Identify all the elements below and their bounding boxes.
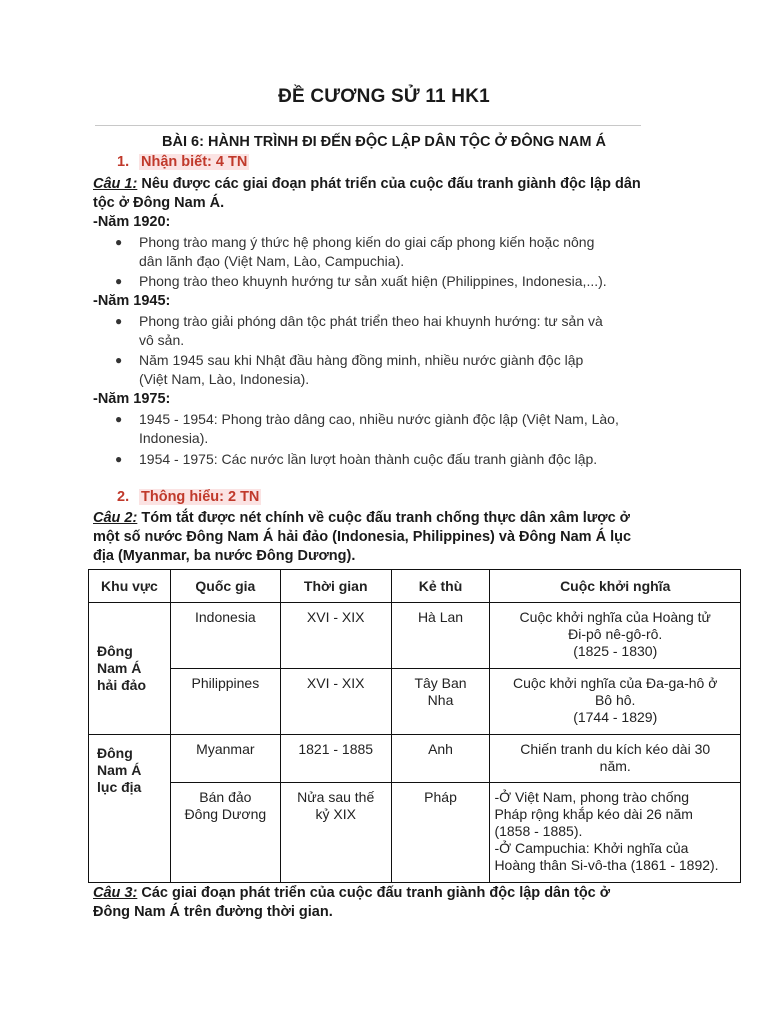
region-cell-island	[89, 603, 171, 735]
uprising-line: (1825 - 1830)	[573, 643, 658, 659]
question-3-label: Câu 3:	[93, 885, 138, 901]
table-header-cell: Kẻ thù	[391, 570, 490, 603]
question-3-text-line2: Đông Nam Á trên đường thời gian.	[93, 904, 333, 920]
section-2-heading	[117, 489, 261, 505]
list-item-text: 1945 - 1954: Phong trào dâng cao, nhiều nước giành độc lập (Việt Nam, Lào,	[139, 411, 619, 427]
year-1975-label: -Năm 1975:	[93, 391, 171, 407]
country-cell: Myanmar	[170, 735, 280, 783]
list-item-text: 1954 - 1975: Các nước lần lượt hoàn thành cuộc đấu tranh giành độc lập.	[139, 451, 598, 467]
document-title: ĐỀ CƯƠNG SỬ 11 HK1	[278, 86, 490, 107]
list-item	[115, 272, 679, 291]
list-item-text: Indonesia).	[139, 430, 209, 446]
region-line: lục địa	[97, 779, 142, 795]
enemy-cell	[391, 669, 490, 735]
uprising-line: Đi-pô nê-gô-rô.	[568, 626, 663, 642]
region-line: Nam Á	[97, 660, 142, 676]
list-item	[115, 450, 679, 469]
bullet-icon: ●	[115, 412, 123, 426]
question-3-text-line1: Các giai đoạn phát triển của cuộc đấu tranh giành độc lập dân tộc ở	[137, 885, 611, 901]
enemy-line: Tây Ban	[414, 675, 467, 691]
uprising-line: Pháp rộng khắp kéo dài 26 năm	[494, 806, 693, 822]
question-1-text-line2: tộc ở Đông Nam Á.	[93, 195, 225, 211]
table-header-cell: Cuộc khởi nghĩa	[490, 570, 741, 603]
time-cell: XVI - XIX	[280, 603, 391, 669]
list-item-text: Năm 1945 sau khi Nhật đầu hàng đồng minh, nhiều nước giành độc lập	[139, 352, 584, 368]
time-line: kỷ XIX	[315, 806, 356, 822]
section-1-number: 1.	[117, 154, 130, 170]
table-header-row	[89, 570, 741, 603]
table-row	[89, 735, 741, 783]
enemy-cell: Pháp	[391, 783, 490, 883]
list-item-text: vô sản.	[139, 332, 185, 348]
title-divider	[95, 125, 641, 126]
region-line: Nam Á	[97, 762, 142, 778]
uprising-line: (1858 - 1885).	[494, 823, 583, 839]
country-line: Đông Dương	[184, 806, 267, 822]
table-header-cell: Thời gian	[280, 570, 391, 603]
section-2-number: 2.	[117, 489, 130, 505]
uprising-line: Hoàng thân Si-vô-tha (1861 - 1892).	[494, 857, 719, 873]
enemy-cell: Anh	[391, 735, 490, 783]
table-row	[89, 669, 741, 735]
year-1920-label: -Năm 1920:	[93, 214, 171, 230]
question-1-label: Câu 1:	[93, 176, 138, 192]
question-1-text-line1: Nêu được các giai đoạn phát triển của cuộc đấu tranh giành độc lập dân	[137, 176, 641, 192]
section-2-label: Thông hiểu: 2 TN	[141, 489, 260, 505]
time-cell	[280, 783, 391, 883]
list-item-text: Phong trào theo khuynh hướng tư sản xuất hiện (Philippines, Indonesia,...).	[139, 273, 607, 289]
uprising-line: Bô hô.	[594, 692, 636, 708]
time-cell: 1821 - 1885	[280, 735, 391, 783]
uprising-cell	[490, 735, 741, 783]
table-header-cell: Khu vực	[89, 570, 171, 603]
country-cell: Philippines	[170, 669, 280, 735]
uprising-line: Cuộc khởi nghĩa của Đa-ga-hô ở	[513, 675, 718, 691]
country-cell: Indonesia	[170, 603, 280, 669]
bullet-icon: ●	[115, 353, 123, 367]
year-1945-label: -Năm 1945:	[93, 293, 171, 309]
question-2-text-line2: một số nước Đông Nam Á hải đảo (Indonesia, Philippines) và Đông Nam Á lục	[93, 529, 632, 545]
section-1-heading	[117, 154, 249, 170]
question-2	[93, 509, 683, 566]
list-item-text: Phong trào mang ý thức hệ phong kiến do giai cấp phong kiến hoặc nông	[139, 234, 595, 250]
list-item	[115, 233, 679, 271]
uprising-line: Cuộc khởi nghĩa của Hoàng tử	[519, 609, 711, 625]
list-item	[115, 410, 679, 448]
enemy-cell: Hà Lan	[391, 603, 490, 669]
bullet-icon: ●	[115, 452, 123, 466]
bullet-icon: ●	[115, 274, 123, 288]
list-item-text: dân lãnh đạo (Việt Nam, Lào, Campuchia).	[139, 253, 405, 269]
time-cell: XVI - XIX	[280, 669, 391, 735]
question-2-text-line1: Tóm tắt được nét chính về cuộc đấu tranh chống thực dân xâm lược ở	[137, 510, 630, 526]
region-cell-mainland	[89, 735, 171, 883]
country-line: Bán đảo	[199, 789, 252, 805]
uprising-line: Chiến tranh du kích kéo dài 30	[520, 741, 711, 757]
list-item	[115, 312, 679, 350]
question-3	[93, 884, 683, 922]
uprising-cell	[490, 669, 741, 735]
time-line: Nửa sau thế	[297, 789, 375, 805]
uprising-line: năm.	[599, 758, 631, 774]
uprising-line: -Ở Việt Nam, phong trào chống	[494, 789, 690, 805]
section-1-label: Nhận biết: 4 TN	[141, 154, 248, 170]
uprising-cell	[490, 603, 741, 669]
question-1	[93, 175, 683, 213]
table-row	[89, 603, 741, 669]
list-item-text: (Việt Nam, Lào, Indonesia).	[139, 371, 310, 387]
region-line: Đông	[97, 643, 133, 659]
list-item	[115, 351, 679, 389]
region-line: hải đảo	[97, 677, 147, 693]
lesson-heading: BÀI 6: HÀNH TRÌNH ĐI ĐẾN ĐỘC LẬP DÂN TỘC Ở ĐÔNG NAM Á	[162, 134, 606, 150]
enemy-line: Nha	[427, 692, 454, 708]
list-item-text: Phong trào giải phóng dân tộc phát triển theo hai khuynh hướng: tư sản và	[139, 313, 603, 329]
table-header-cell: Quốc gia	[170, 570, 280, 603]
bullet-icon: ●	[115, 235, 123, 249]
question-2-text-line3: địa (Myanmar, ba nước Đông Dương).	[93, 548, 356, 564]
table-row	[89, 783, 741, 883]
uprisings-table	[88, 569, 741, 883]
question-2-label: Câu 2:	[93, 510, 138, 526]
country-cell	[170, 783, 280, 883]
uprising-cell	[490, 783, 741, 883]
bullet-icon: ●	[115, 314, 123, 328]
uprising-line: -Ở Campuchia: Khởi nghĩa của	[494, 840, 689, 856]
uprising-line: (1744 - 1829)	[573, 709, 658, 725]
region-line: Đông	[97, 745, 133, 761]
